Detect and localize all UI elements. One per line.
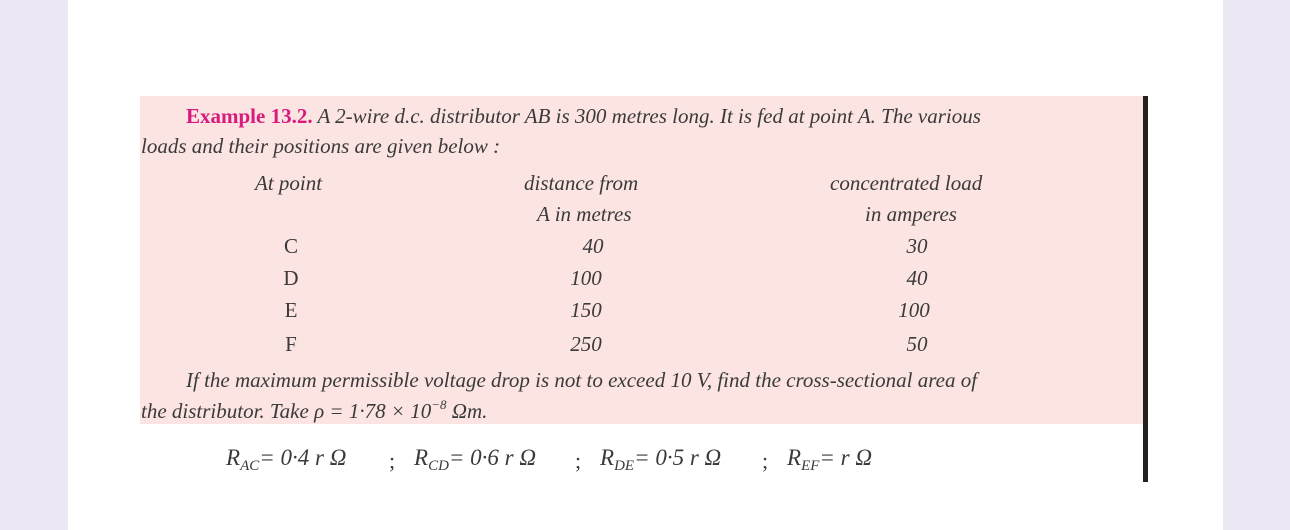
question-line2-unit: Ωm. [446,399,488,423]
equation-value: = 0·4 r Ω [259,445,347,470]
equation-subscript: EF [801,458,820,474]
equation-rac [226,446,346,474]
equation-value: = r Ω [819,445,872,470]
example-intro-text: A 2-wire d.c. distributor AB is 300 metres long. It is fed at point A. The various [317,104,981,128]
question-line2 [141,398,487,422]
header-load-line1: concentrated load [830,171,983,195]
table-cell-point: E [284,298,298,322]
question-line1: If the maximum permissible voltage drop is not to exceed 10 V, find the cross-sectional area of [186,368,978,392]
table-cell-load: 50 [906,332,928,356]
table-cell-point: C [283,234,298,258]
table-cell-load: 30 [906,234,928,258]
table-cell-distance: 100 [570,266,602,290]
equation-subscript: DE [614,458,635,474]
margin-rule [1143,96,1148,482]
question-exponent: −8 [431,397,447,412]
example-intro-line2: loads and their positions are given below : [141,134,501,158]
equation-subscript: CD [428,458,449,474]
table-cell-distance: 250 [570,332,602,356]
table-cell-load: 100 [898,298,930,322]
equation-value: = 0·6 r Ω [448,445,537,470]
question-line2-text: the distributor. Take ρ = 1·78 × 10 [141,399,432,423]
equation-ref [787,446,872,474]
example-label: Example 13.2. [186,104,313,128]
equation-symbol: R [414,445,429,470]
equation-separator: ; [762,448,769,473]
equation-separator: ; [389,448,396,473]
table-cell-point: F [285,332,297,356]
equation-separator: ; [575,448,582,473]
equation-value: = 0·5 r Ω [634,445,722,470]
example-intro-line1 [186,106,981,127]
table-cell-distance: 150 [570,298,602,322]
table-cell-distance: 40 [582,234,604,258]
table-cell-point: D [283,266,299,290]
table-cell-load: 40 [906,266,928,290]
equation-rcd [414,446,536,474]
header-distance-line1: distance from [524,171,639,195]
equation-symbol: R [787,445,802,470]
equation-symbol: R [226,445,241,470]
header-point: At point [255,171,323,195]
equation-subscript: AC [240,458,260,474]
header-load-line2: in amperes [865,202,957,226]
header-distance-line2: A in metres [537,202,632,226]
equation-symbol: R [600,445,615,470]
equation-rde [600,446,721,474]
